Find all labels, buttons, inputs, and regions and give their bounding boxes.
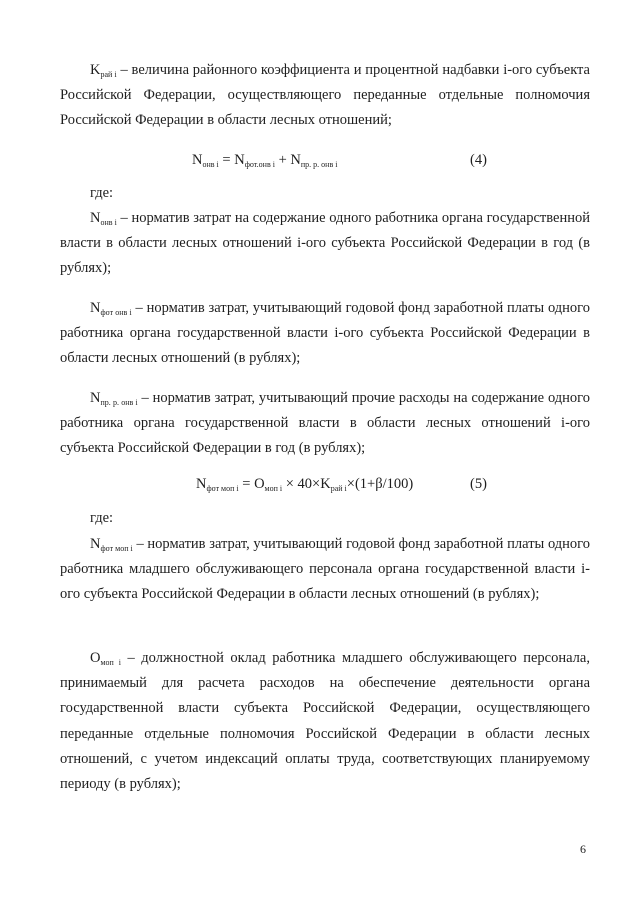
- paragraph-o-mop-text: – должностной оклад работника младшего обслуживающего персонала, принимаемый для расчета расходов на обеспечение деятельности органа государственной власти субъекта Российской Федерации, осуществляющего переданные отдельные полномочия Российской Федерации в области лесных отношений, с учетом индексаций оплаты труда, соответствующих планируемому периоду (в рублях);: [60, 650, 590, 793]
- where-label-2: где:: [90, 510, 114, 526]
- subscript-ray: рай i: [100, 70, 117, 79]
- where-label-1: где:: [90, 185, 114, 201]
- paragraph-o-mop: $О_{моп i}$ – должностной оклад работника младшего обслуживающего персонала, принимаемый для расчета расходов на обеспечение деятельности органа государственной власти субъекта Российской Федерации, осуществляющего переданные отдельные полномочия Российской Федерации в области лесных отношений, с учетом индексаций оплаты труда, соответствующих планируемому периоду (в рублях);: [60, 650, 590, 793]
- paragraph-n-pr-onv-text: – норматив затрат, учитывающий прочие расходы на содержание одного работника органа государственной власти в области лесных отношений i-ого субъекта Российской Федерации в год (в рублях);: [60, 390, 591, 457]
- symbol-k: K: [90, 62, 101, 78]
- paragraph-n-onv: $N_{онв i}$ – норматив затрат на содержание одного работника органа государственной власти в области лесных отношений i-ого субъекта Российской Федерации в год (в рублях);: [60, 210, 590, 277]
- equation-number-5: (5): [470, 476, 487, 492]
- paragraph-n-fot-onv: $N_{фот онв i}$ – норматив затрат, учитывающий годовой фонд заработной платы одного работника органа государственной власти i-ого субъекта Российской Федерации в области лесных отношений (в рублях);: [60, 300, 591, 367]
- paragraph-n-fot-onv-text: – норматив затрат, учитывающий годовой фонд заработной платы одного работника органа государственной власти i-ого субъекта Российской Федерации в области лесных отношений (в рублях);: [60, 300, 591, 367]
- formula-5: $N_{фот моп i} = О_{моп i} \times 40\times K_{рай i}\times(1+\beta/100)$: [196, 476, 414, 493]
- paragraph-n-pr-onv: $N_{пр. р. онв i}$ – норматив затрат, учитывающий прочие расходы на содержание одного работника органа государственной власти в области лесных отношений i-ого субъекта Российской Федерации в год (в рублях);: [60, 390, 591, 457]
- paragraph-k-ray: [60, 58, 590, 134]
- paragraph-n-onv-text: – норматив затрат на содержание одного работника органа государственной власти в области лесных отношений i-ого субъекта Российской Федерации в год (в рублях);: [60, 210, 590, 277]
- formula-4: $N_{онв i} = N_{фот.онв i} + N_{пр. р. онв i}$: [192, 152, 338, 169]
- paragraph-n-fot-mop-text: – норматив затрат, учитывающий годовой фонд заработной платы одного работника младшего обслуживающего персонала органа государственной власти i-ого субъекта Российской Федерации в области лесных отношений (в рублях);: [60, 536, 591, 603]
- paragraph-n-fot-mop: $N_{фот моп i}$ – норматив затрат, учитывающий годовой фонд заработной платы одного работника младшего обслуживающего персонала органа государственной власти i-ого субъекта Российской Федерации в области лесных отношений (в рублях);: [60, 536, 591, 603]
- page-number: 6: [580, 842, 586, 856]
- paragraph-k-ray-text: – величина районного коэффициента и процентной надбавки i-ого субъекта Российской Федерации, осуществляющего переданные отдельные полномочия Российской Федерации в области лесных отношений;: [60, 62, 590, 129]
- equation-number-4: (4): [470, 152, 487, 168]
